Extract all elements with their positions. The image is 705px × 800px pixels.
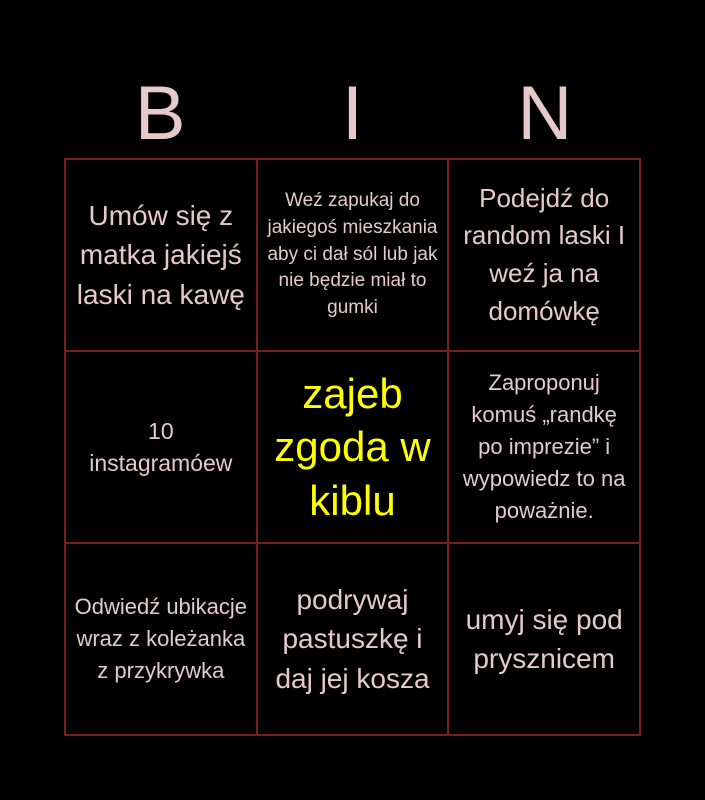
cell-text: Odwiedź ubikacje wraz z koleżanka z przykrywka — [74, 594, 248, 683]
cell-text: Weź zapukaj do jakiegoś mieszkania aby ci dał sól lub jak nie będzie miał to gumki — [267, 189, 438, 319]
bingo-cell-2-2-free[interactable] — [257, 351, 449, 543]
cell-text: podrywaj pastuszkę i daj jej kosza — [275, 584, 430, 694]
bingo-cell-2-3[interactable] — [448, 351, 640, 543]
header-letter-n: N — [517, 71, 573, 156]
cell-text: umyj się pod prysznicem — [465, 603, 623, 674]
bingo-header — [64, 70, 641, 158]
bingo-cell-3-2[interactable] — [257, 543, 449, 735]
bingo-cell-1-1[interactable] — [65, 159, 257, 351]
cell-text: Umów się z matka jakiejś laski na kawę — [76, 200, 245, 310]
bingo-cell-2-1[interactable] — [65, 351, 257, 543]
bingo-grid — [64, 158, 641, 736]
cell-text: Zaproponuj komuś „randkę po imprezie” i wypowiedz to na poważnie. — [462, 370, 626, 523]
bingo-cell-3-3[interactable] — [448, 543, 640, 735]
cell-text: 10 instagramóew — [89, 417, 233, 476]
bingo-cell-1-3[interactable] — [448, 159, 640, 351]
cell-text: zajeb zgoda w kiblu — [274, 370, 431, 524]
header-letter-i: I — [341, 71, 364, 156]
bingo-cell-1-2[interactable] — [257, 159, 449, 351]
bingo-cell-3-1[interactable] — [65, 543, 257, 735]
cell-text: Podejdź do random laski I weź ja na domówkę — [463, 182, 626, 326]
header-letter-b: B — [134, 71, 186, 156]
